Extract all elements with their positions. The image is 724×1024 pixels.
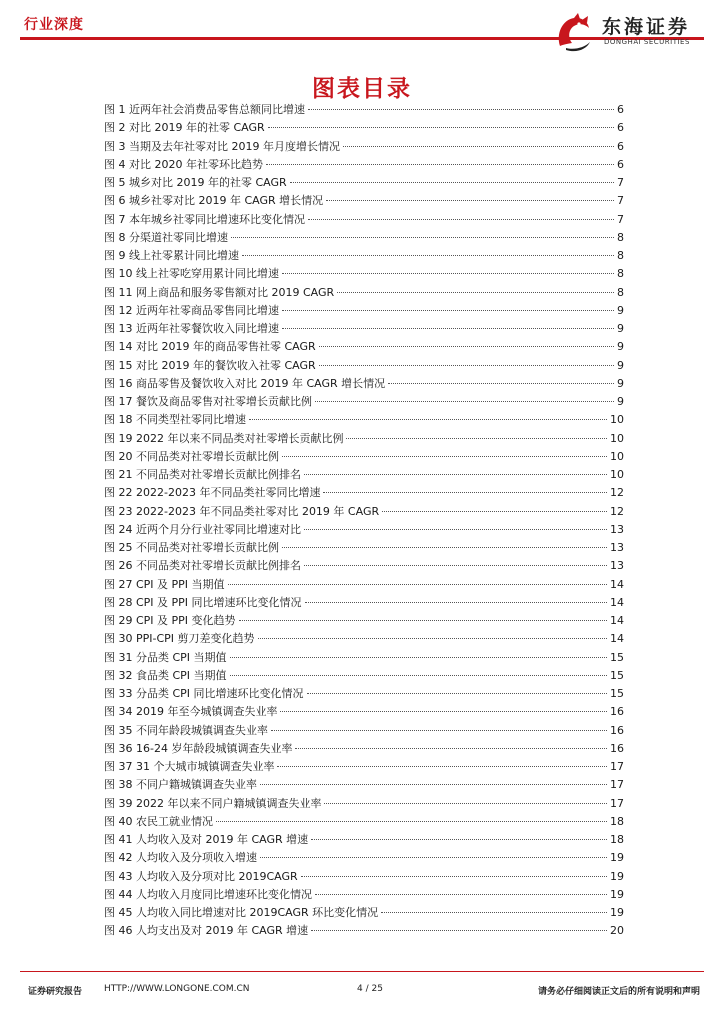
logo-text-cn: 东海证券 bbox=[602, 16, 691, 38]
toc-entry[interactable] bbox=[104, 375, 624, 393]
toc-entry-page: 10 bbox=[610, 431, 624, 445]
toc-entry-title: 图 41 人均收入及对 2019 年 CAGR 增速 bbox=[104, 833, 309, 846]
toc-entry[interactable] bbox=[104, 722, 624, 740]
toc-leader-dots bbox=[346, 438, 607, 439]
toc-entry[interactable] bbox=[104, 612, 624, 630]
footer-website-link[interactable]: HTTP://WWW.LONGONE.COM.CN bbox=[104, 984, 250, 994]
toc-entry-page: 19 bbox=[610, 851, 624, 865]
toc-entry[interactable] bbox=[104, 411, 624, 429]
toc-entry[interactable] bbox=[104, 594, 624, 612]
toc-leader-dots bbox=[295, 748, 607, 749]
toc-entry-page: 18 bbox=[610, 814, 624, 828]
toc-title: 图表目录 bbox=[312, 76, 412, 102]
footer-report-label: 证券研究报告 bbox=[28, 987, 83, 997]
toc-entry[interactable] bbox=[104, 667, 624, 685]
toc-entry-title: 图 28 CPI 及 PPI 同比增速环比变化情况 bbox=[104, 595, 302, 609]
toc-entry-title: 图 43 人均收入及分项对比 2019CAGR bbox=[104, 869, 298, 883]
toc-leader-dots bbox=[282, 456, 607, 457]
toc-entry-page: 19 bbox=[610, 869, 624, 883]
toc-entry-page: 6 bbox=[617, 139, 624, 153]
toc-entry-page: 19 bbox=[610, 906, 624, 919]
toc-entry-page: 9 bbox=[617, 395, 624, 408]
toc-entry[interactable] bbox=[104, 284, 624, 302]
toc-entry[interactable] bbox=[104, 484, 624, 502]
toc-leader-dots bbox=[305, 602, 607, 603]
toc-entry-title: 图 11 网上商品和服务零售额对比 2019 CAGR bbox=[104, 285, 335, 299]
toc-entry[interactable] bbox=[104, 758, 624, 776]
toc-leader-dots bbox=[282, 310, 614, 311]
toc-entry-page: 17 bbox=[610, 760, 624, 773]
toc-leader-dots bbox=[382, 511, 607, 512]
toc-entry[interactable] bbox=[104, 795, 624, 813]
toc-entry-page: 17 bbox=[610, 778, 624, 792]
toc-entry-page: 9 bbox=[617, 358, 624, 372]
toc-entry-title: 图 39 2022 年以来不同户籍城镇调查失业率 bbox=[104, 796, 322, 810]
toc-list bbox=[104, 101, 624, 941]
toc-entry-page: 14 bbox=[610, 632, 624, 646]
toc-entry-title: 图 40 农民工就业情况 bbox=[104, 814, 213, 828]
toc-entry-title: 图 44 人均收入月度同比增速环比变化情况 bbox=[104, 887, 312, 901]
toc-entry-title: 图 10 线上社零吃穿用累计同比增速 bbox=[104, 267, 279, 281]
toc-entry-title: 图 2 对比 2019 年的社零 CAGR bbox=[104, 121, 265, 135]
toc-entry-page: 8 bbox=[617, 267, 624, 281]
toc-entry-page: 13 bbox=[610, 522, 624, 536]
toc-entry-page: 10 bbox=[610, 413, 624, 427]
toc-leader-dots bbox=[282, 547, 607, 548]
toc-entry-title: 图 33 分品类 CPI 同比增速环比变化情况 bbox=[104, 687, 304, 700]
toc-entry[interactable] bbox=[104, 338, 624, 356]
toc-entry-title: 图 45 人均收入同比增速对比 2019CAGR 环比变化情况 bbox=[104, 906, 379, 919]
toc-entry-title: 图 8 分渠道社零同比增速 bbox=[104, 230, 228, 244]
toc-entry-page: 6 bbox=[617, 157, 624, 171]
toc-entry[interactable] bbox=[104, 649, 624, 667]
toc-leader-dots bbox=[282, 328, 614, 329]
toc-entry-page: 14 bbox=[610, 595, 624, 609]
toc-entry-title: 图 14 对比 2019 年的商品零售社零 CAGR bbox=[104, 340, 316, 354]
toc-entry-title: 图 1 近两年社会消费品零售总额同比增速 bbox=[104, 103, 305, 116]
toc-leader-dots bbox=[271, 730, 607, 731]
toc-leader-dots bbox=[216, 821, 607, 822]
toc-leader-dots bbox=[319, 365, 614, 366]
toc-entry[interactable] bbox=[104, 229, 624, 247]
toc-entry[interactable] bbox=[104, 740, 624, 758]
toc-entry-title: 图 27 CPI 及 PPI 当期值 bbox=[104, 577, 225, 591]
toc-entry[interactable] bbox=[104, 174, 624, 192]
toc-leader-dots bbox=[304, 474, 607, 475]
toc-entry[interactable] bbox=[104, 630, 624, 648]
toc-entry-page: 8 bbox=[617, 285, 624, 299]
toc-entry[interactable] bbox=[104, 247, 624, 265]
toc-entry-title: 图 34 2019 年至今城镇调查失业率 bbox=[104, 705, 278, 719]
toc-entry[interactable] bbox=[104, 685, 624, 703]
toc-entry-title: 图 30 PPI-CPI 剪刀差变化趋势 bbox=[104, 632, 255, 646]
toc-leader-dots bbox=[260, 784, 607, 785]
toc-entry[interactable] bbox=[104, 302, 624, 320]
toc-entry-page: 8 bbox=[617, 249, 624, 262]
toc-leader-dots bbox=[268, 127, 614, 128]
toc-leader-dots bbox=[266, 164, 614, 165]
toc-entry-page: 16 bbox=[610, 741, 624, 755]
toc-leader-dots bbox=[282, 273, 614, 274]
toc-leader-dots bbox=[231, 237, 614, 238]
toc-entry[interactable] bbox=[104, 849, 624, 867]
toc-entry-title: 图 32 食品类 CPI 当期值 bbox=[104, 668, 227, 682]
dragon-logo-icon bbox=[552, 10, 596, 54]
toc-entry-page: 6 bbox=[617, 121, 624, 135]
toc-entry[interactable] bbox=[104, 357, 624, 375]
toc-entry-page: 16 bbox=[610, 723, 624, 737]
toc-leader-dots bbox=[326, 200, 614, 201]
toc-leader-dots bbox=[290, 182, 614, 183]
toc-entry[interactable] bbox=[104, 466, 624, 484]
toc-entry-page: 13 bbox=[610, 559, 624, 573]
toc-entry-page: 6 bbox=[617, 103, 624, 116]
toc-entry[interactable] bbox=[104, 904, 624, 922]
toc-entry-page: 15 bbox=[610, 687, 624, 700]
toc-entry[interactable] bbox=[104, 922, 624, 940]
toc-entry[interactable] bbox=[104, 211, 624, 229]
toc-entry-title: 图 17 餐饮及商品零售对社零增长贡献比例 bbox=[104, 395, 312, 408]
toc-entry-page: 12 bbox=[610, 486, 624, 500]
toc-entry-title: 图 46 人均支出及对 2019 年 CAGR 增速 bbox=[104, 924, 309, 938]
toc-entry-title: 图 9 线上社零累计同比增速 bbox=[104, 249, 239, 262]
toc-entry-page: 10 bbox=[610, 468, 624, 481]
toc-entry-page: 15 bbox=[610, 668, 624, 682]
footer-disclaimer: 请务必仔细阅读正文后的所有说明和声明 bbox=[537, 987, 700, 997]
toc-leader-dots bbox=[307, 693, 607, 694]
toc-entry-title: 图 5 城乡对比 2019 年的社零 CAGR bbox=[104, 176, 287, 189]
company-logo bbox=[552, 10, 702, 56]
toc-entry-title: 图 37 31 个大城市城镇调查失业率 bbox=[104, 760, 275, 773]
toc-entry-title: 图 21 不同品类对社零增长贡献比例排名 bbox=[104, 468, 301, 481]
toc-entry[interactable] bbox=[104, 813, 624, 831]
toc-entry-page: 7 bbox=[617, 176, 624, 189]
toc-leader-dots bbox=[230, 657, 607, 658]
toc-entry[interactable] bbox=[104, 703, 624, 721]
toc-entry[interactable] bbox=[104, 138, 624, 156]
toc-leader-dots bbox=[258, 638, 607, 639]
toc-entry[interactable] bbox=[104, 503, 624, 521]
toc-entry-title: 图 38 不同户籍城镇调查失业率 bbox=[104, 778, 257, 792]
toc-leader-dots bbox=[228, 584, 607, 585]
toc-entry-title: 图 25 不同品类对社零增长贡献比例 bbox=[104, 541, 279, 554]
toc-leader-dots bbox=[315, 894, 607, 895]
toc-entry-title: 图 12 近两年社零商品零售同比增速 bbox=[104, 303, 279, 317]
toc-entry-page: 9 bbox=[617, 322, 624, 335]
toc-leader-dots bbox=[308, 219, 614, 220]
page-number: 4 / 25 bbox=[357, 984, 383, 994]
toc-entry[interactable] bbox=[104, 430, 624, 448]
toc-leader-dots bbox=[324, 803, 607, 804]
toc-leader-dots bbox=[343, 146, 614, 147]
toc-entry-title: 图 29 CPI 及 PPI 变化趋势 bbox=[104, 614, 236, 627]
toc-entry-page: 19 bbox=[610, 887, 624, 901]
footer-rule bbox=[20, 971, 704, 972]
toc-leader-dots bbox=[239, 620, 607, 621]
toc-entry-title: 图 6 城乡社零对比 2019 年 CAGR 增长情况 bbox=[104, 194, 324, 208]
toc-leader-dots bbox=[277, 766, 607, 767]
toc-entry-title: 图 22 2022-2023 年不同品类社零同比增速 bbox=[104, 486, 321, 500]
toc-entry-page: 14 bbox=[610, 577, 624, 591]
toc-entry-title: 图 18 不同类型社零同比增速 bbox=[104, 413, 246, 427]
toc-entry-title: 图 31 分品类 CPI 当期值 bbox=[104, 650, 227, 664]
toc-entry-title: 图 15 对比 2019 年的餐饮收入社零 CAGR bbox=[104, 358, 316, 372]
toc-entry[interactable] bbox=[104, 557, 624, 575]
toc-entry-page: 17 bbox=[610, 796, 624, 810]
toc-entry[interactable] bbox=[104, 448, 624, 466]
toc-entry-page: 9 bbox=[617, 376, 624, 390]
toc-entry-title: 图 35 不同年龄段城镇调查失业率 bbox=[104, 723, 268, 737]
toc-entry-title: 图 19 2022 年以来不同品类对社零增长贡献比例 bbox=[104, 431, 344, 445]
toc-leader-dots bbox=[280, 711, 607, 712]
toc-entry-title: 图 7 本年城乡社零同比增速环比变化情况 bbox=[104, 212, 305, 226]
toc-leader-dots bbox=[315, 401, 614, 402]
toc-entry-page: 12 bbox=[610, 504, 624, 518]
toc-entry-title: 图 23 2022-2023 年不同品类社零对比 2019 年 CAGR bbox=[104, 504, 380, 518]
toc-leader-dots bbox=[304, 529, 607, 530]
toc-entry[interactable] bbox=[104, 868, 624, 886]
toc-entry[interactable] bbox=[104, 119, 624, 137]
toc-entry-page: 15 bbox=[610, 650, 624, 664]
toc-leader-dots bbox=[249, 419, 607, 420]
toc-entry-title: 图 20 不同品类对社零增长贡献比例 bbox=[104, 449, 279, 463]
toc-entry[interactable] bbox=[104, 539, 624, 557]
toc-leader-dots bbox=[242, 255, 614, 256]
toc-entry[interactable] bbox=[104, 521, 624, 539]
toc-leader-dots bbox=[311, 930, 607, 931]
toc-entry[interactable] bbox=[104, 776, 624, 794]
toc-entry-title: 图 4 对比 2020 年社零环比趋势 bbox=[104, 157, 263, 171]
toc-leader-dots bbox=[308, 109, 614, 110]
toc-entry[interactable] bbox=[104, 831, 624, 849]
toc-entry-title: 图 24 近两个月分行业社零同比增速对比 bbox=[104, 522, 301, 536]
toc-entry-page: 9 bbox=[617, 340, 624, 354]
toc-leader-dots bbox=[337, 292, 614, 293]
toc-leader-dots bbox=[304, 565, 607, 566]
toc-leader-dots bbox=[319, 346, 614, 347]
toc-entry-page: 16 bbox=[610, 705, 624, 719]
toc-leader-dots bbox=[388, 383, 614, 384]
toc-entry-title: 图 13 近两年社零餐饮收入同比增速 bbox=[104, 322, 279, 335]
toc-entry-title: 图 36 16-24 岁年龄段城镇调查失业率 bbox=[104, 741, 293, 755]
logo-text-en: DONGHAI SECURITIES bbox=[604, 38, 690, 46]
toc-entry-page: 8 bbox=[617, 230, 624, 244]
toc-entry-page: 20 bbox=[610, 924, 624, 938]
toc-leader-dots bbox=[323, 492, 607, 493]
toc-leader-dots bbox=[381, 912, 607, 913]
toc-entry[interactable] bbox=[104, 320, 624, 338]
toc-entry-page: 7 bbox=[617, 212, 624, 226]
toc-entry-title: 图 26 不同品类对社零增长贡献比例排名 bbox=[104, 559, 301, 573]
toc-entry[interactable] bbox=[104, 265, 624, 283]
toc-entry[interactable] bbox=[104, 192, 624, 210]
toc-entry-title: 图 16 商品零售及餐饮收入对比 2019 年 CAGR 增长情况 bbox=[104, 376, 386, 390]
toc-entry-page: 18 bbox=[610, 833, 624, 846]
toc-entry[interactable] bbox=[104, 156, 624, 174]
toc-leader-dots bbox=[230, 675, 607, 676]
toc-entry-page: 9 bbox=[617, 303, 624, 317]
toc-entry[interactable] bbox=[104, 101, 624, 119]
toc-entry[interactable] bbox=[104, 393, 624, 411]
toc-entry-page: 7 bbox=[617, 194, 624, 208]
toc-entry-page: 10 bbox=[610, 449, 624, 463]
toc-entry[interactable] bbox=[104, 576, 624, 594]
toc-entry-title: 图 42 人均收入及分项收入增速 bbox=[104, 851, 257, 865]
toc-leader-dots bbox=[311, 839, 607, 840]
toc-entry-page: 13 bbox=[610, 541, 624, 554]
toc-leader-dots bbox=[301, 876, 607, 877]
toc-entry[interactable] bbox=[104, 886, 624, 904]
toc-entry-page: 14 bbox=[610, 614, 624, 627]
toc-entry-title: 图 3 当期及去年社零对比 2019 年月度增长情况 bbox=[104, 139, 340, 153]
toc-leader-dots bbox=[260, 857, 607, 858]
report-type-label: 行业深度 bbox=[24, 17, 84, 33]
